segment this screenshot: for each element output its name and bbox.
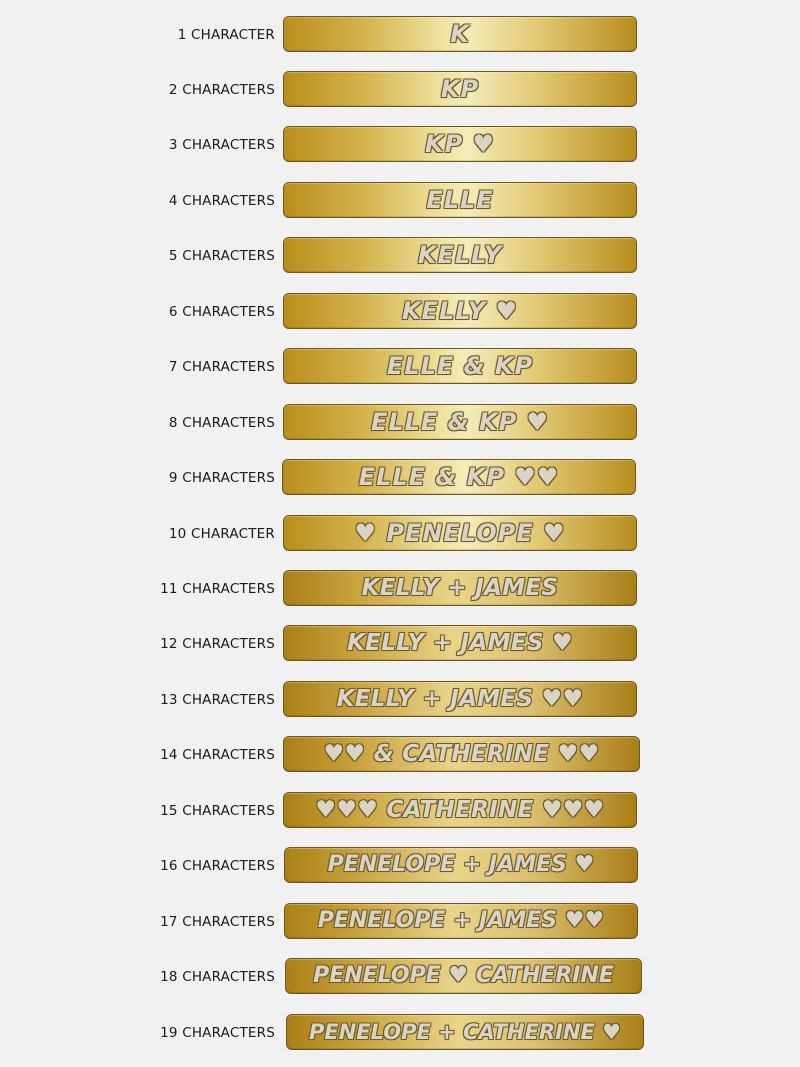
- size-row-13: [0, 681, 800, 719]
- engraved-bar-preview: [283, 126, 637, 162]
- engraving-text: KELLY + JAMES ♥: [347, 630, 573, 656]
- size-row-12: [0, 625, 800, 663]
- engraving-text: KELLY ♥: [401, 297, 519, 325]
- size-row-14: [0, 736, 800, 774]
- size-label: 7 CHARACTERS: [168, 359, 275, 375]
- engraving-text: ELLE: [426, 186, 494, 214]
- engraving-text: ♥♥♥ CATHERINE ♥♥♥: [315, 797, 605, 823]
- engraving-text: PENELOPE ♥ CATHERINE: [313, 963, 614, 988]
- engraved-bar-preview: [283, 515, 637, 551]
- engraving-text: ♥ PENELOPE ♥: [354, 519, 566, 547]
- engraved-bar-preview: [283, 625, 637, 661]
- size-label: 10 CHARACTER: [168, 526, 275, 542]
- size-label: 12 CHARACTERS: [160, 636, 275, 652]
- size-row-15: [0, 792, 800, 830]
- size-label: 14 CHARACTERS: [160, 747, 275, 763]
- engraving-text: K: [450, 20, 470, 48]
- size-label: 3 CHARACTERS: [168, 137, 275, 153]
- engraving-text: ELLE & KP ♥: [370, 408, 550, 436]
- size-row-1: [0, 16, 800, 54]
- engraved-bar-preview: [284, 847, 638, 883]
- engraving-text: ♥♥ & CATHERINE ♥♥: [323, 741, 600, 767]
- size-row-8: [0, 404, 800, 442]
- size-label: 8 CHARACTERS: [168, 415, 275, 431]
- engraved-bar-preview: [283, 182, 637, 218]
- size-label: 19 CHARACTERS: [160, 1025, 275, 1041]
- size-row-18: [0, 958, 800, 996]
- engraved-bar-preview: [283, 293, 637, 329]
- size-row-5: [0, 237, 800, 275]
- size-row-4: [0, 182, 800, 220]
- size-row-19: [0, 1014, 800, 1052]
- engraved-bar-preview: [283, 736, 640, 772]
- engraving-text: ELLE & KP: [386, 352, 534, 380]
- size-label: 11 CHARACTERS: [160, 581, 275, 597]
- engraved-bar-preview: [283, 16, 637, 52]
- engraved-bar-preview: [286, 1014, 644, 1050]
- size-label: 15 CHARACTERS: [160, 803, 275, 819]
- size-row-11: [0, 570, 800, 608]
- engraving-text: KP: [440, 75, 480, 103]
- size-label: 5 CHARACTERS: [168, 248, 275, 264]
- size-row-9: [0, 459, 800, 497]
- engraved-bar-preview: [283, 348, 637, 384]
- engraved-bar-preview: [283, 570, 637, 606]
- engraved-bar-preview: [285, 958, 642, 994]
- engraved-bar-preview: [283, 237, 637, 273]
- engraving-text: KELLY + JAMES: [361, 575, 559, 601]
- engraved-bar-preview: [284, 903, 638, 939]
- size-label: 9 CHARACTERS: [168, 470, 275, 486]
- size-row-7: [0, 348, 800, 386]
- size-label: 17 CHARACTERS: [160, 914, 275, 930]
- size-label: 6 CHARACTERS: [168, 304, 275, 320]
- size-row-17: [0, 903, 800, 941]
- engraving-text: PENELOPE + CATHERINE ♥: [308, 1020, 622, 1044]
- size-label: 2 CHARACTERS: [168, 82, 275, 98]
- engraving-text: KELLY: [417, 241, 503, 269]
- engraved-bar-preview: [282, 459, 636, 495]
- engraving-text: KELLY + JAMES ♥♥: [336, 686, 584, 712]
- engraving-text: PENELOPE + JAMES ♥♥: [317, 908, 605, 933]
- engraved-bar-preview: [283, 404, 637, 440]
- engraving-text: ELLE & KP ♥♥: [358, 463, 560, 491]
- size-row-10: [0, 515, 800, 553]
- engraved-bar-preview: [283, 71, 637, 107]
- size-row-2: [0, 71, 800, 109]
- size-label: 16 CHARACTERS: [160, 858, 275, 874]
- size-label: 4 CHARACTERS: [168, 193, 275, 209]
- size-row-6: [0, 293, 800, 331]
- size-row-16: [0, 847, 800, 885]
- engraved-bar-preview: [283, 681, 637, 717]
- size-label: 1 CHARACTER: [177, 27, 275, 43]
- size-label: 13 CHARACTERS: [160, 692, 275, 708]
- size-row-3: [0, 126, 800, 164]
- engraving-text: PENELOPE + JAMES ♥: [327, 852, 595, 877]
- engraved-bar-preview: [283, 792, 637, 828]
- size-label: 18 CHARACTERS: [160, 969, 275, 985]
- engraving-text: KP ♥: [424, 130, 496, 158]
